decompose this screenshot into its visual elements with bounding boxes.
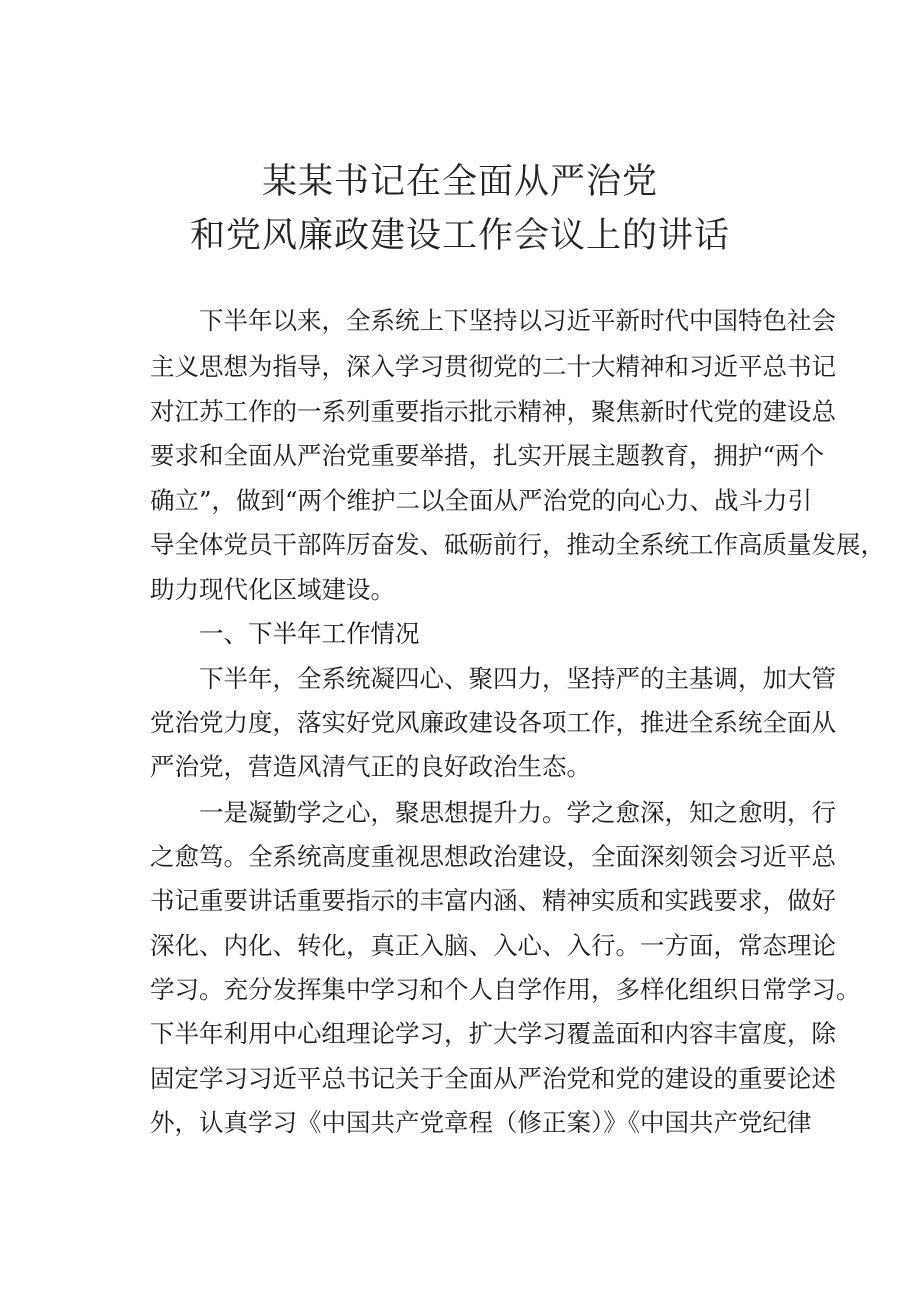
paragraph-2-line-3: 严治党，营造风清气正的良好政治生态。 bbox=[150, 752, 591, 781]
paragraph-2-line-2: 党治党力度，落实好党风廉政建设各项工作，推进全系统全面从 bbox=[150, 708, 836, 737]
paragraph-1-line-1: 下半年以来，全系统上下坚持以习近平新时代中国特色社会 bbox=[199, 306, 836, 335]
paragraph-1-line-6: 导全体党员干部阵厉奋发、砥砺前行，推动全系统工作高质量发展， bbox=[150, 530, 885, 559]
paragraph-3-line-7: 固定学习习近平总书记关于全面从严治党和党的建设的重要论述 bbox=[150, 1064, 836, 1093]
paragraph-1-line-2: 主义思想为指导，深入学习贯彻党的二十大精神和习近平总书记 bbox=[150, 352, 836, 381]
section-1-heading: 一、下半年工作情况 bbox=[199, 619, 420, 648]
paragraph-1-line-3: 对江苏工作的一系列重要指示批示精神，聚焦新时代党的建设总 bbox=[150, 397, 836, 426]
paragraph-3-line-3: 书记重要讲话重要指示的丰富内涵、精神实质和实践要求，做好 bbox=[150, 886, 836, 915]
paragraph-1-line-7: 助力现代化区域建设。 bbox=[150, 575, 395, 604]
paragraph-3-line-4: 深化、内化、转化，真正入脑、入心、入行。一方面，常态理论 bbox=[150, 931, 836, 960]
document-title-line-2: 和党风廉政建设工作会议上的讲话 bbox=[189, 216, 730, 256]
document-title-line-1: 某某书记在全面从严治党 bbox=[261, 162, 658, 202]
paragraph-1-line-4: 要求和全面从严治党重要举措，扎实开展主题教育，拥护“两个 bbox=[150, 441, 825, 470]
paragraph-3-line-5: 学习。充分发挥集中学习和个人自学作用，多样化组织日常学习。 bbox=[150, 975, 861, 1004]
paragraph-3-line-8: 外，认真学习《中国共产党章程（修正案）》《中国共产党纪律 bbox=[150, 1108, 812, 1137]
paragraph-2-line-1: 下半年，全系统凝四心、聚四力，坚持严的主基调，加大管 bbox=[199, 664, 836, 693]
paragraph-3-line-6: 下半年利用中心组理论学习，扩大学习覆盖面和内容丰富度，除 bbox=[150, 1019, 836, 1048]
paragraph-3-line-1: 一是凝勤学之心，聚思想提升力。学之愈深，知之愈明，行 bbox=[199, 798, 836, 827]
paragraph-3-line-2: 之愈笃。全系统高度重视思想政治建设，全面深刻领会习近平总 bbox=[150, 842, 836, 871]
paragraph-1-line-5: 确立”，做到“两个维护二以全面从严治党的向心力、战斗力引 bbox=[150, 486, 813, 515]
